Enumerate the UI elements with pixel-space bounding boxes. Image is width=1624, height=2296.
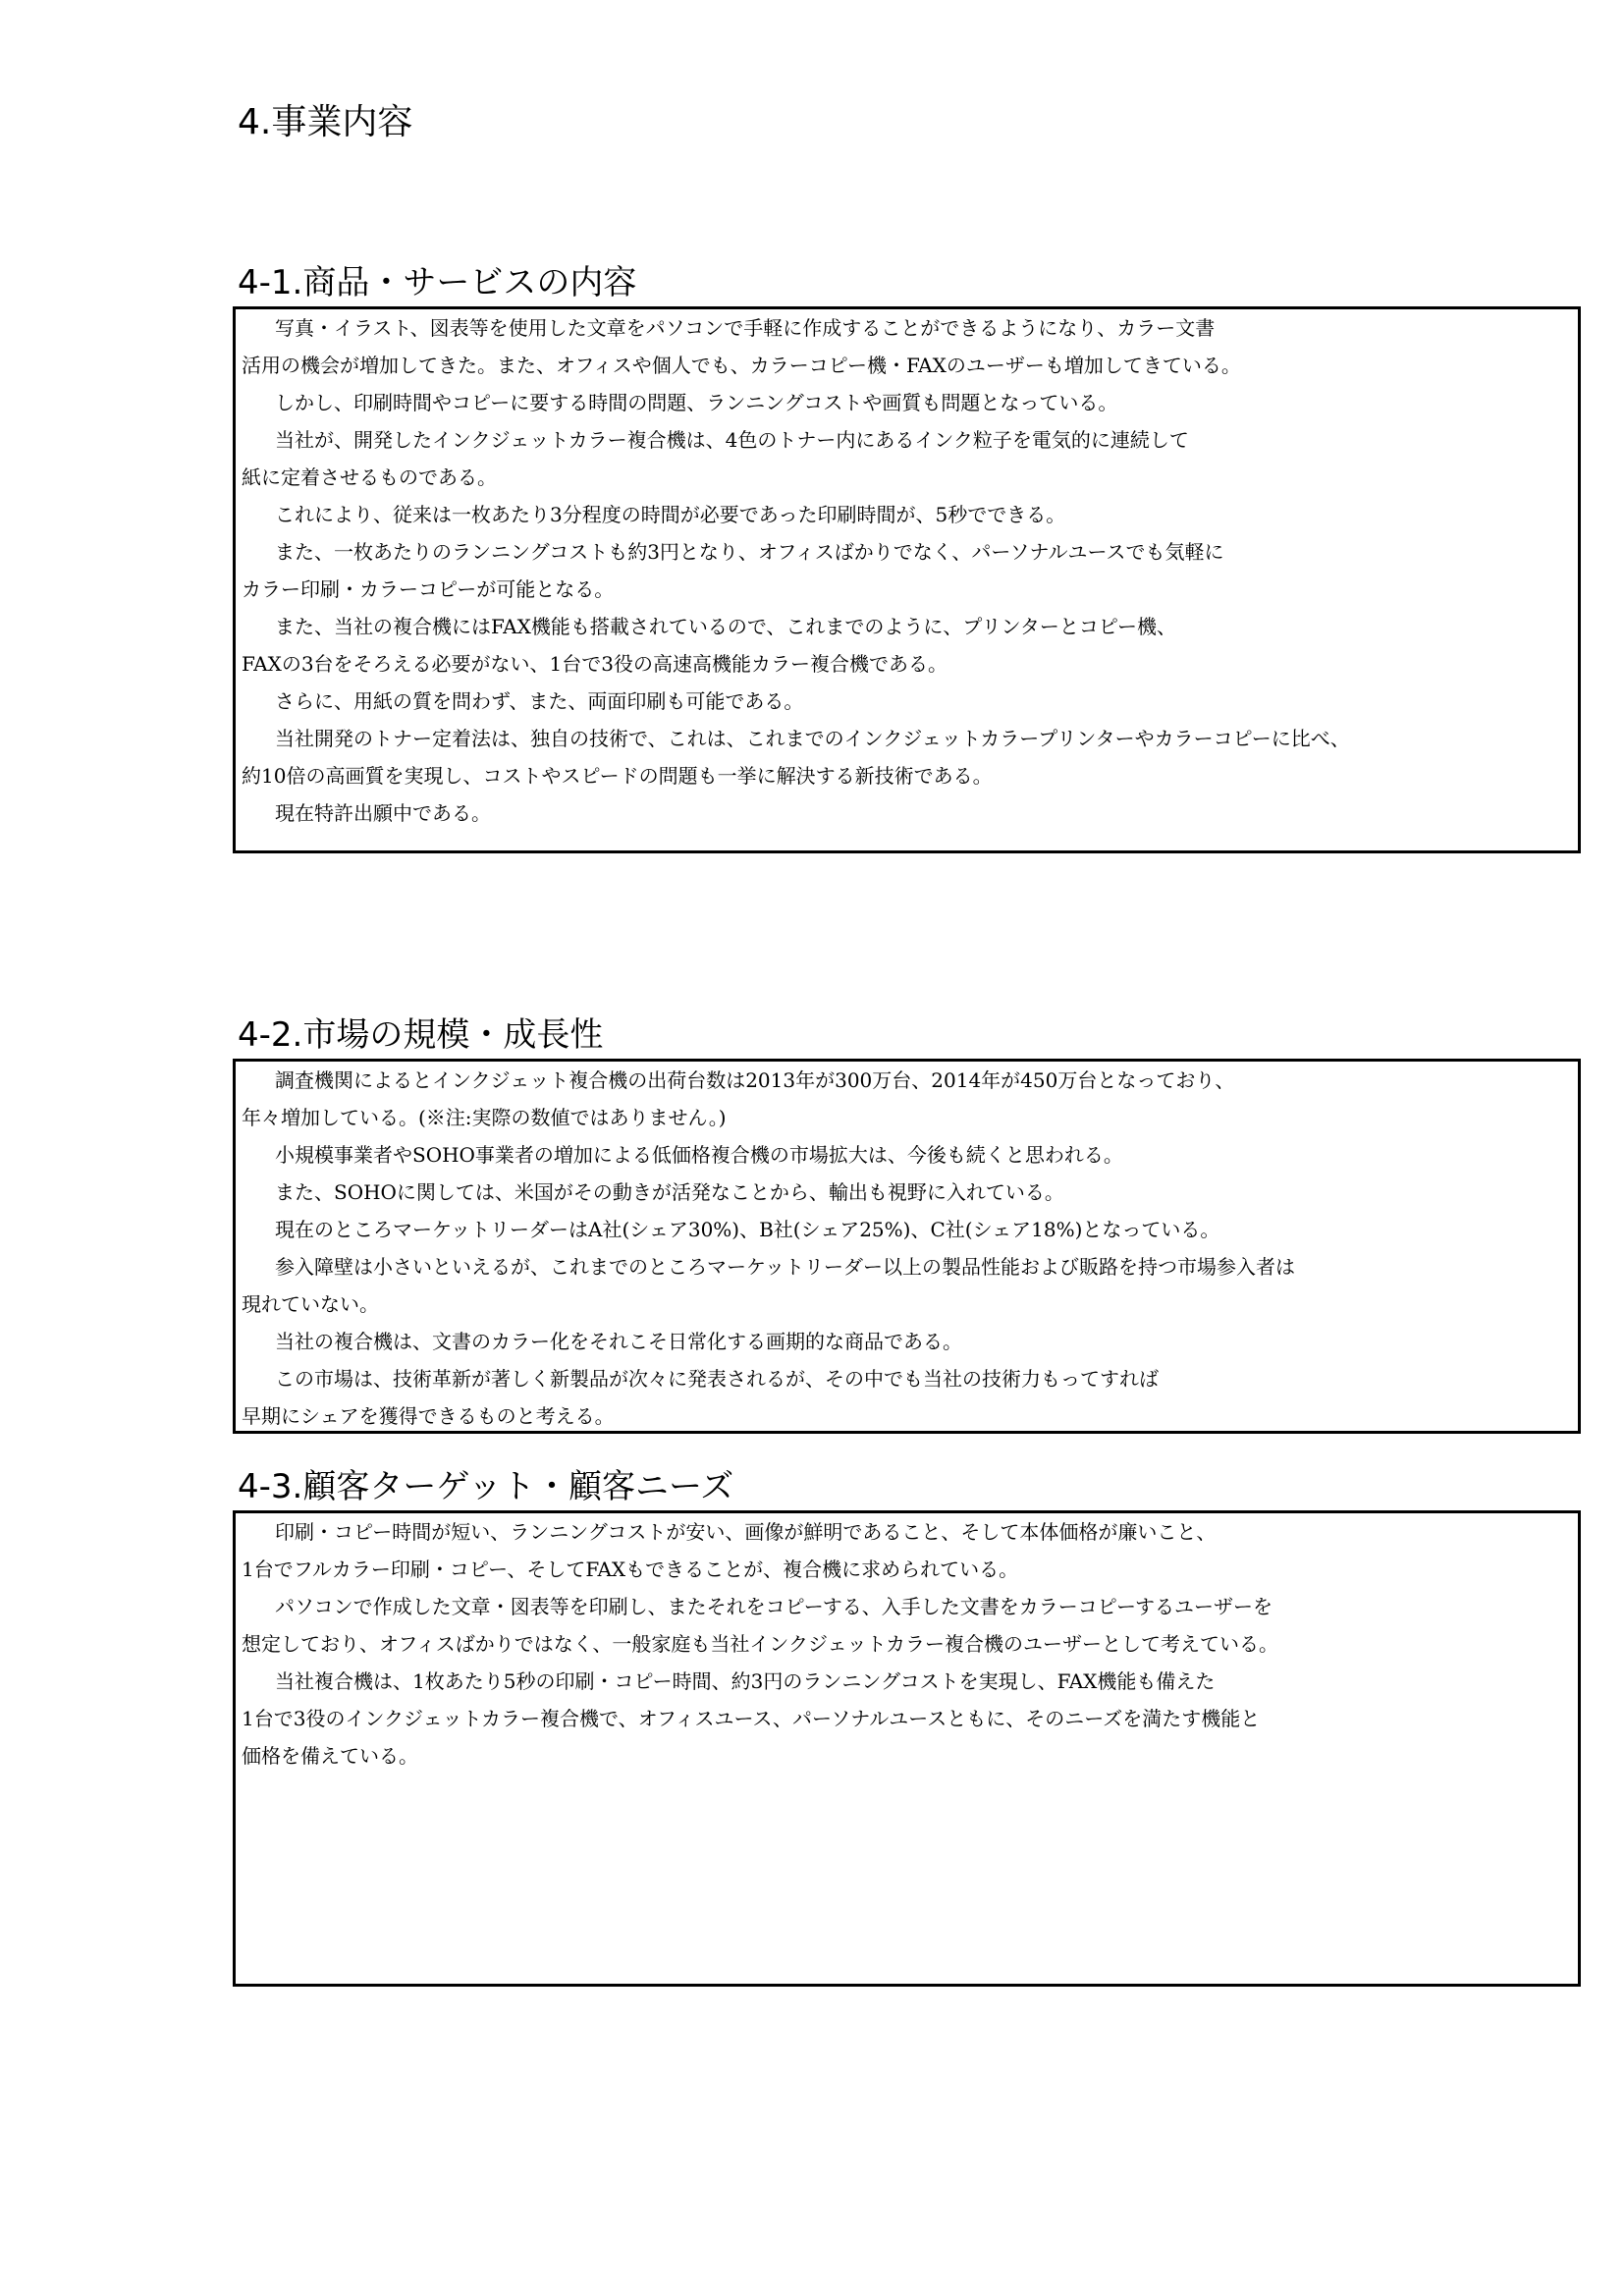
- paragraph-line: 小規模事業者やSOHO事業者の増加による低価格複合機の市場拡大は、今後も続くと思われる。: [275, 1143, 1123, 1167]
- paragraph-line: 写真・イラスト、図表等を使用した文章をパソコンで手軽に作成することができるようになり、カラー文書: [275, 316, 1216, 340]
- paragraph-line: 印刷・コピー時間が短い、ランニングコストが安い、画像が鮮明であること、そして本体価格が廉いこと、: [275, 1520, 1217, 1544]
- section-box-4-3: [233, 1510, 1581, 1987]
- paragraph-line: これにより、従来は一枚あたり3分程度の時間が必要であった印刷時間が、5秒でできる。: [275, 503, 1066, 526]
- paragraph-line: 想定しており、オフィスばかりではなく、一般家庭も当社インクジェットカラー複合機のユーザーとして考えている。: [242, 1632, 1278, 1656]
- paragraph-line: カラー印刷・カラーコピーが可能となる。: [242, 577, 615, 601]
- paragraph-line: 参入障壁は小さいといえるが、これまでのところマーケットリーダー以上の製品性能および販路を持つ市場参入者は: [275, 1255, 1295, 1279]
- paragraph-line: 現在特許出願中である。: [275, 801, 491, 825]
- page-title: 4.事業内容: [238, 102, 413, 142]
- section-heading-4-1: 4-1.商品・サービスの内容: [238, 263, 637, 302]
- paragraph-line: しかし、印刷時間やコピーに要する時間の問題、ランニングコストや画質も問題となっている。: [275, 391, 1118, 414]
- section-heading-4-3: 4-3.顧客ターゲット・顧客ニーズ: [238, 1467, 734, 1506]
- paragraph-line: さらに、用紙の質を問わず、また、両面印刷も可能である。: [275, 689, 804, 713]
- paragraph-line: 活用の機会が増加してきた。また、オフィスや個人でも、カラーコピー機・FAXのユーザーも増加してきている。: [242, 354, 1241, 377]
- section-lines-4-3: [236, 1513, 1578, 1775]
- paragraph-line: 当社複合機は、1枚あたり5秒の印刷・コピー時間、約3円のランニングコストを実現し、FAX機能も備えた: [275, 1669, 1216, 1693]
- paragraph-line: 1台で3役のインクジェットカラー複合機で、オフィスユース、パーソナルユースともに、そのニーズを満たす機能と: [242, 1707, 1261, 1730]
- paragraph-line: パソコンで作成した文章・図表等を印刷し、またそれをコピーする、入手した文書をカラーコピーするユーザーを: [275, 1595, 1272, 1618]
- paragraph-line: FAXの3台をそろえる必要がない、1台で3役の高速高機能カラー複合機である。: [242, 652, 947, 676]
- section-box-4-1: [233, 306, 1581, 853]
- paragraph-line: 価格を備えている。: [242, 1744, 418, 1768]
- paragraph-line: 現れていない。: [242, 1292, 379, 1316]
- paragraph-line: また、当社の複合機にはFAX機能も搭載されているので、これまでのように、プリンターとコピー機、: [275, 615, 1177, 638]
- paragraph-line: 1台でフルカラー印刷・コピー、そしてFAXもできることが、複合機に求められている。: [242, 1558, 1019, 1581]
- paragraph-line: また、SOHOに関しては、米国がその動きが活発なことから、輸出も視野に入れている。: [275, 1180, 1064, 1204]
- section-heading-4-2: 4-2.市場の規模・成長性: [238, 1015, 604, 1055]
- paragraph-line: 約10倍の高画質を実現し、コストやスピードの問題も一挙に解決する新技術である。: [242, 764, 993, 788]
- paragraph-line: 当社の複合機は、文書のカラー化をそれこそ日常化する画期的な商品である。: [275, 1330, 962, 1353]
- section-box-4-2: [233, 1059, 1581, 1434]
- section-lines-4-2: [236, 1062, 1578, 1434]
- paragraph-line: 当社開発のトナー定着法は、独自の技術で、これは、これまでのインクジェットカラープリンターやカラーコピーに比べ、: [275, 727, 1350, 750]
- paragraph-line: また、一枚あたりのランニングコストも約3円となり、オフィスばかりでなく、パーソナルユースでも気軽に: [275, 540, 1224, 564]
- paragraph-line: 早期にシェアを獲得できるものと考える。: [242, 1404, 615, 1428]
- paragraph-line: 調査機関によるとインクジェット複合機の出荷台数は2013年が300万台、2014年が450万台となっており、: [275, 1068, 1235, 1092]
- paragraph-line: 現在のところマーケットリーダーはA社(シェア30%)、B社(シェア25%)、C社(シェア18%)となっている。: [275, 1218, 1220, 1241]
- paragraph-line: 年々増加している。(※注:実際の数値ではありません。): [242, 1106, 727, 1129]
- paragraph-line: 紙に定着させるものである。: [242, 465, 497, 489]
- paragraph-line: 当社が、開発したインクジェットカラー複合機は、4色のトナー内にあるインク粒子を電気的に連続して: [275, 428, 1189, 452]
- section-lines-4-1: [236, 309, 1578, 832]
- paragraph-line: この市場は、技術革新が著しく新製品が次々に発表されるが、その中でも当社の技術力もってすれば: [275, 1367, 1159, 1391]
